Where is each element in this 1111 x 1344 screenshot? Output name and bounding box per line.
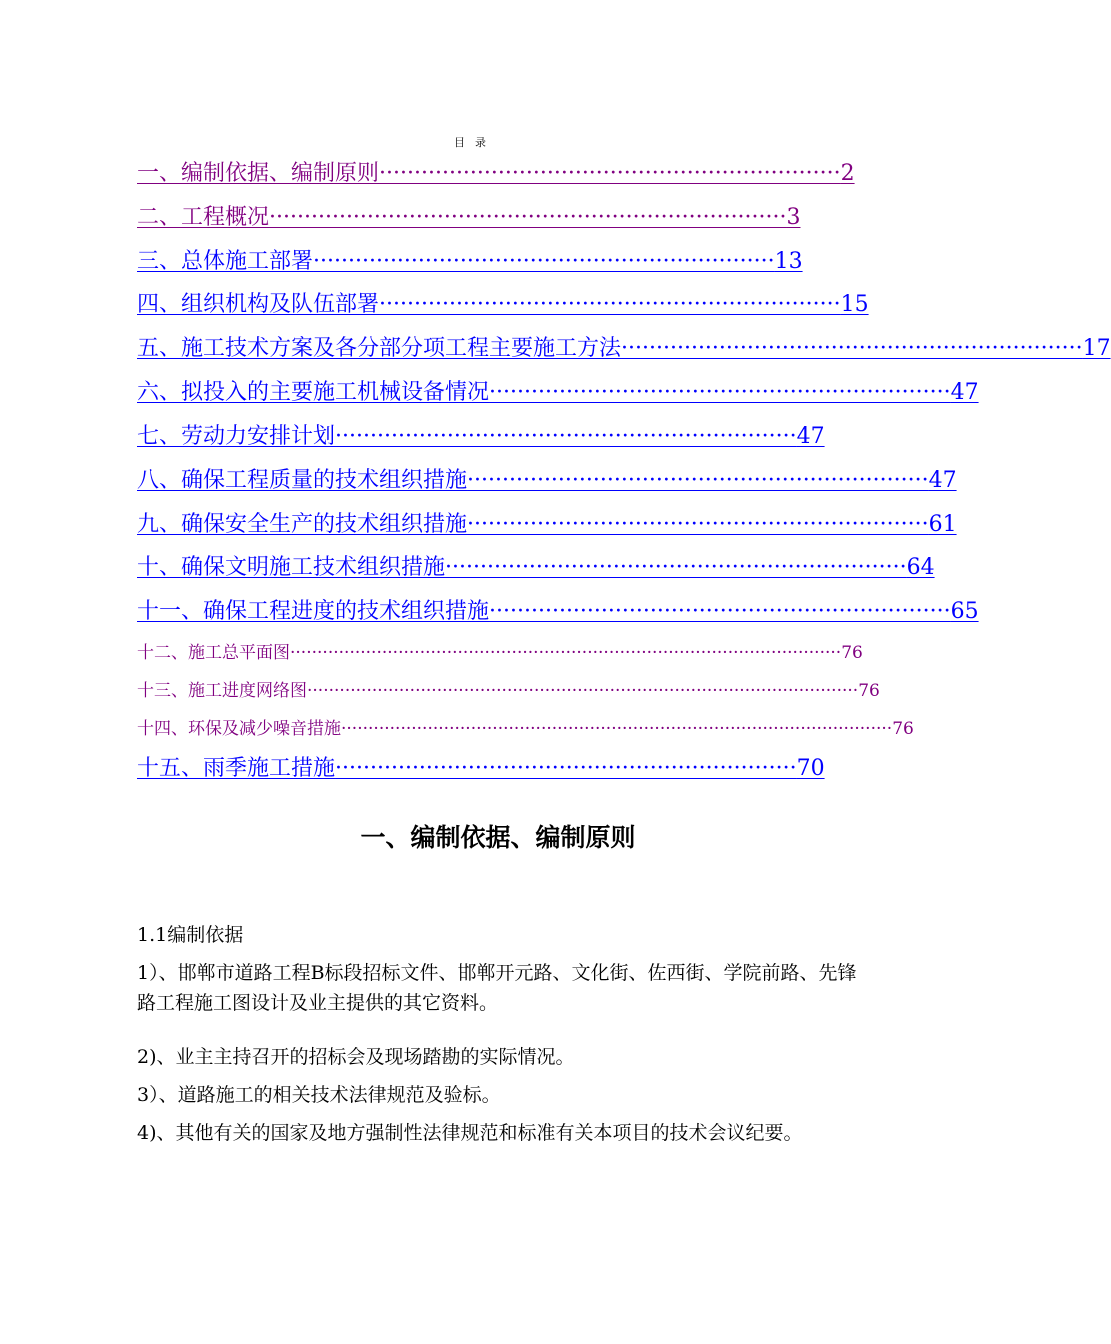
paragraph-2: 2)、业主主持召开的招标会及现场踏勘的实际情况。 [137,1046,575,1068]
toc-entry-7[interactable] [137,419,825,450]
dot-leader: ·································································· [313,249,775,274]
toc-entry-page: 13 [774,249,803,274]
toc-entry-page: 76 [892,719,914,739]
toc-entry-page: 61 [928,512,957,537]
toc-entry-label: 十四、环保及减少噪音措施 [137,719,341,739]
toc-entry-10[interactable] [137,550,935,581]
paragraph-4: 4)、其他有关的国家及地方强制性法律规范和标准有关本项目的技术会议纪要。 [137,1122,803,1144]
toc-entry-label: 十二、施工总平面图 [137,643,290,663]
toc-entry-page: 76 [841,643,863,663]
toc-entry-11[interactable] [137,594,979,625]
toc-entry-9[interactable] [137,507,957,538]
toc-entry-label: 十三、施工进度网络图 [137,681,307,701]
toc-entry-8[interactable] [137,463,957,494]
subheading: 1.1编制依据 [137,924,244,946]
dot-leader: ······································································································ [341,719,893,739]
toc-entry-page: 2 [840,161,855,186]
toc-entry-2[interactable] [137,200,800,231]
toc-entry-page: 70 [796,756,825,781]
toc-entry-label: 八、确保工程质量的技术组织措施 [137,468,468,493]
dot-leader: ······································································································ [307,681,859,701]
dot-leader: ·································································· [467,468,929,493]
dot-leader: ·································································· [335,424,797,449]
dot-leader: ······································································································ [290,643,842,663]
toc-entry-5[interactable] [137,331,1111,362]
toc-entry-page: 47 [928,468,957,493]
toc-entry-3[interactable] [137,244,803,275]
section-heading: 一、编制依据、编制原则 [360,823,636,852]
dot-leader: ·································································· [335,756,797,781]
dot-leader: ·································································· [467,512,929,537]
toc-entry-page: 47 [950,380,979,405]
toc-entry-label: 三、总体施工部署 [137,249,314,274]
toc-entry-page: 76 [858,681,880,701]
toc-entry-14[interactable] [137,714,914,739]
toc-entry-1[interactable] [137,156,855,187]
toc-entry-label: 一、编制依据、编制原则 [137,161,380,186]
toc-entry-label: 七、劳动力安排计划 [137,424,336,449]
toc-entry-13[interactable] [137,676,880,701]
toc-entry-page: 3 [786,205,801,230]
toc-entry-15[interactable] [137,751,825,782]
toc-entry-label: 五、施工技术方案及各分部分项工程主要施工方法 [137,336,622,361]
toc-entry-12[interactable] [137,638,863,663]
toc-entry-page: 65 [950,599,979,624]
toc-entry-label: 十、确保文明施工技术组织措施 [137,555,446,580]
toc-entry-page: 64 [906,555,935,580]
toc-entry-page: 15 [840,292,869,317]
dot-leader: ·································································· [379,161,841,186]
dot-leader: ·································································· [621,336,1083,361]
toc-entry-page: 17 [1082,336,1111,361]
toc-title: 目录 [454,136,496,149]
toc-entry-label: 六、拟投入的主要施工机械设备情况 [137,380,490,405]
toc-entry-label: 九、确保安全生产的技术组织措施 [137,512,468,537]
toc-entry-label: 十一、确保工程进度的技术组织措施 [137,599,490,624]
toc-entry-page: 47 [796,424,825,449]
dot-leader: ·································································· [489,380,951,405]
dot-leader: ·································································· [445,555,907,580]
toc-entry-label: 二、工程概况 [137,205,270,230]
paragraph-1: 1）、邯郸市道路工程B标段招标文件、邯郸开元路、文化街、佐西街、学院前路、先锋路工程施工图设计及业主提供的其它资料。 [137,962,857,1014]
dot-leader: ·········································································· [269,205,787,230]
toc-entry-4[interactable] [137,287,869,318]
toc-entry-label: 四、组织机构及队伍部署 [137,292,380,317]
dot-leader: ·································································· [379,292,841,317]
toc-entry-6[interactable] [137,375,979,406]
paragraph-3: 3）、道路施工的相关技术法律规范及验标。 [137,1084,501,1106]
toc-entry-label: 十五、雨季施工措施 [137,756,336,781]
dot-leader: ·································································· [489,599,951,624]
